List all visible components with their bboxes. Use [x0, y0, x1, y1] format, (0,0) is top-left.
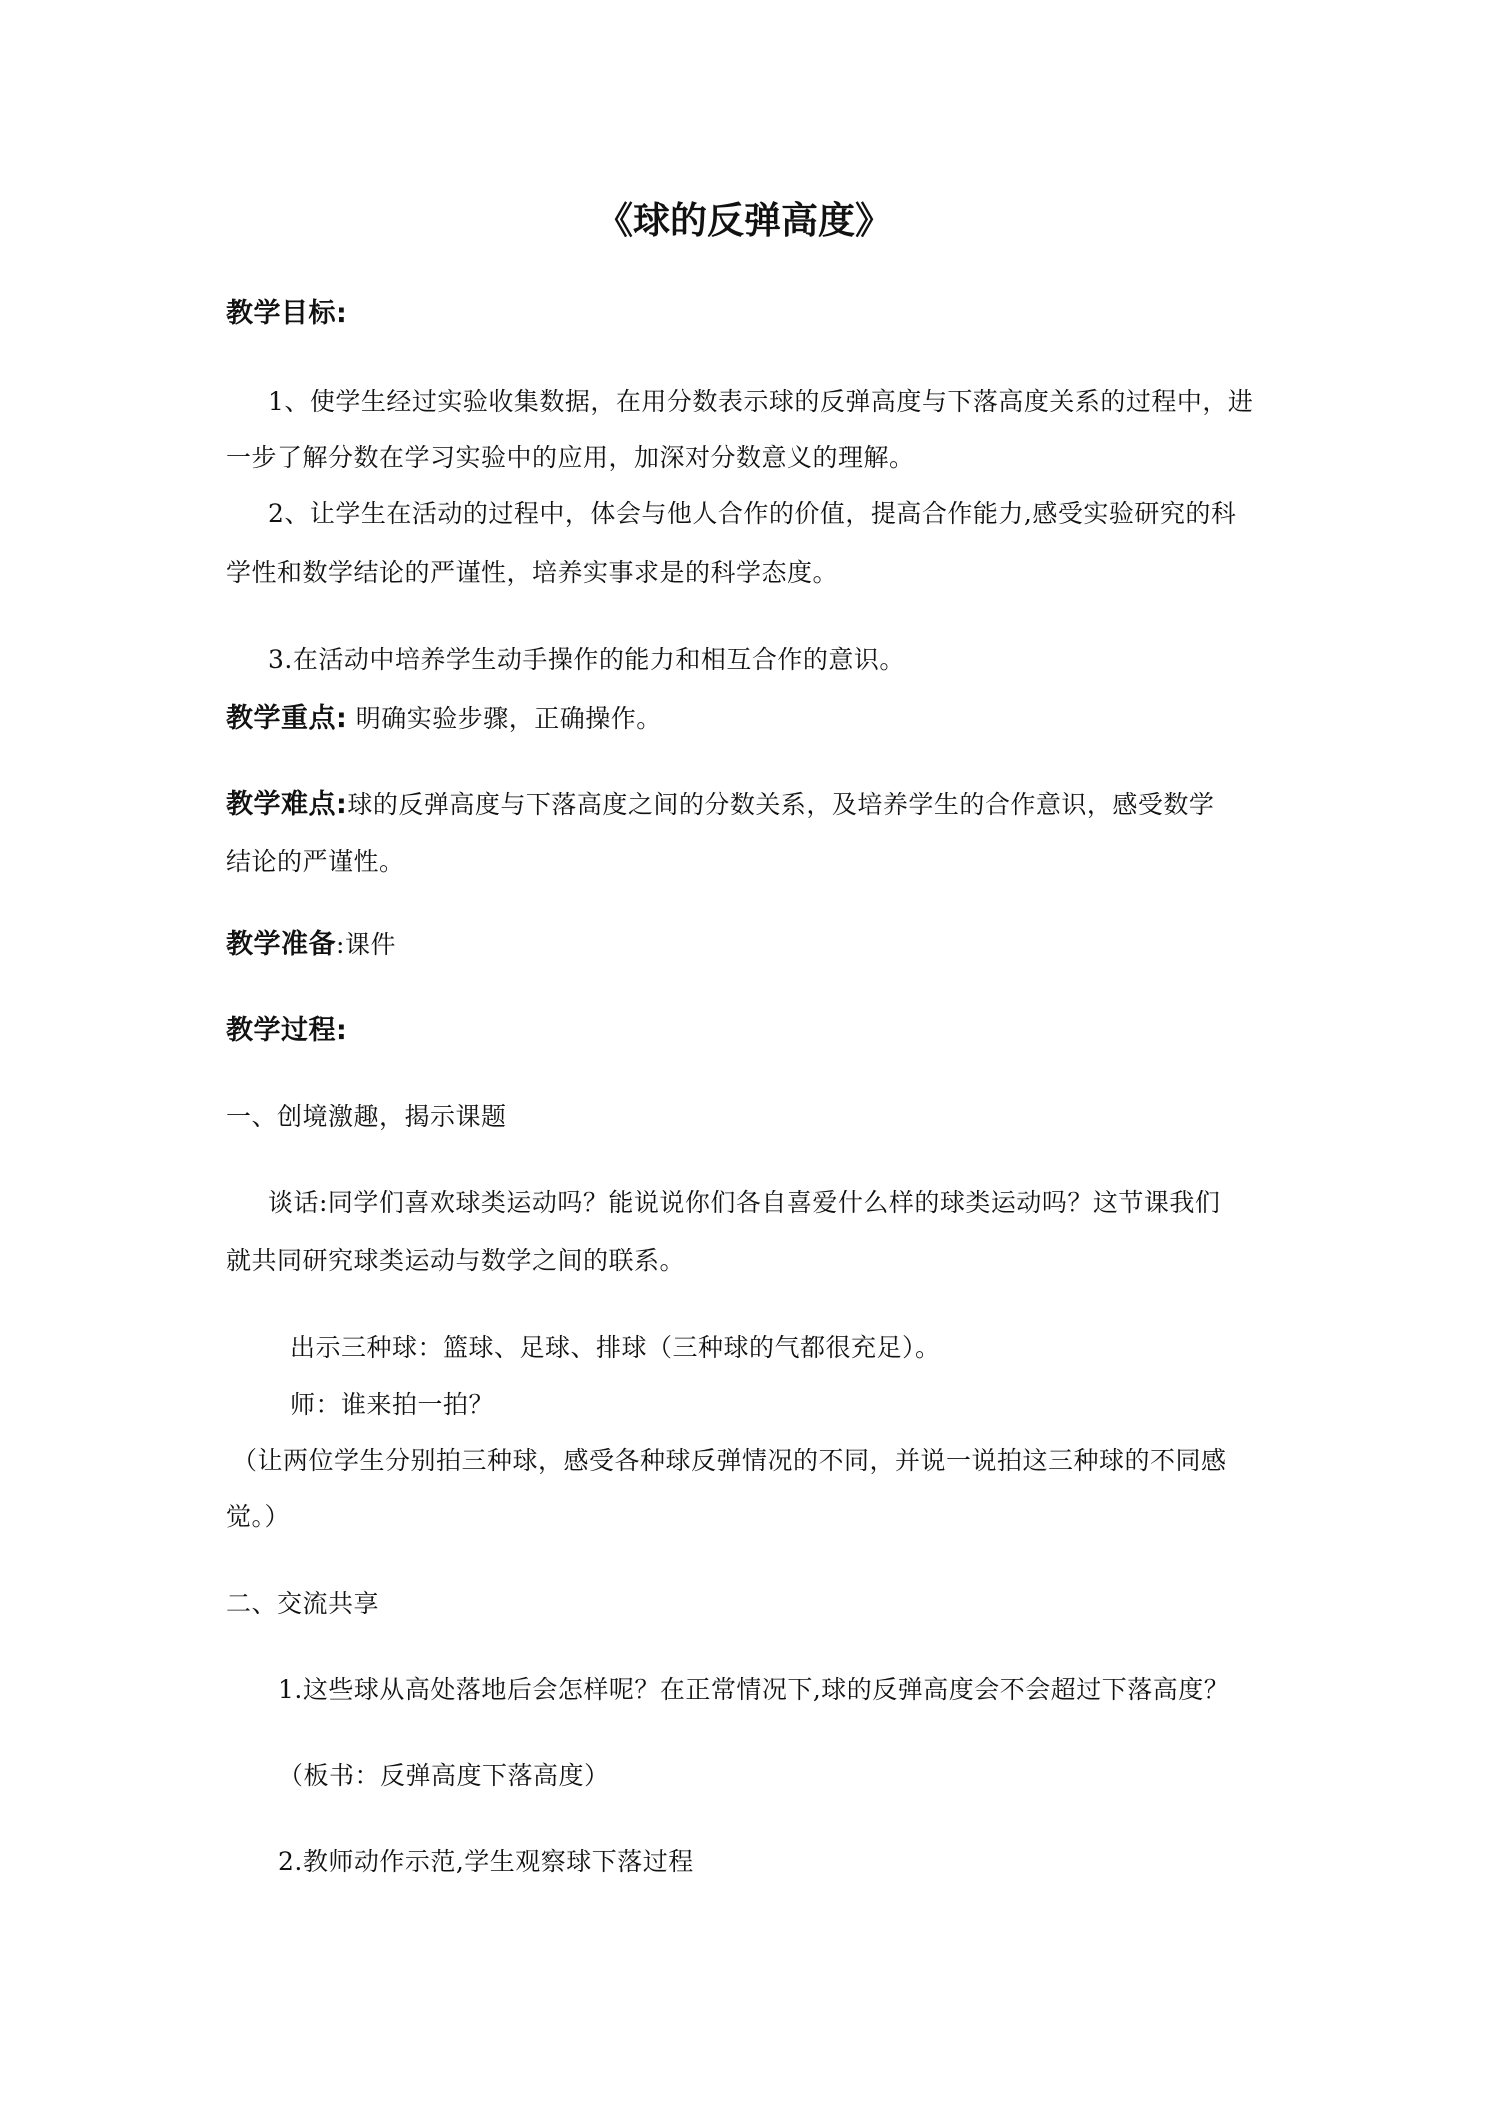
difficulties-text-line-1: 球的反弹高度与下落高度之间的分数关系，及培养学生的合作意识，感受数学	[347, 790, 1215, 819]
activity-note-line-1: （让两位学生分别拍三种球，感受各种球反弹情况的不同，并说一说拍这三种球的不同感	[232, 1446, 1227, 1475]
preparation-text: 课件	[344, 930, 396, 959]
preparation-colon: :	[336, 930, 345, 959]
talk-line-1: 谈话:同学们喜欢球类运动吗？能说说你们各自喜爱什么样的球类运动吗？这节课我们	[268, 1188, 1221, 1217]
question-2: 2.教师动作示范,学生观察球下落过程	[278, 1847, 694, 1876]
difficulties	[226, 788, 1214, 822]
question-1: 1.这些球从高处落地后会怎样呢？在正常情况下,球的反弹高度会不会超过下落高度？	[278, 1675, 1230, 1704]
key-points-label: 教学重点:	[226, 703, 348, 734]
difficulties-text-line-2: 结论的严谨性。	[226, 847, 405, 876]
key-points	[226, 702, 662, 736]
teacher-line: 师：谁来拍一拍？	[290, 1390, 495, 1419]
board-note: （板书：反弹高度下落高度）	[278, 1761, 610, 1790]
section-2-title: 二、交流共享	[226, 1589, 380, 1618]
preparation-label: 教学准备	[226, 929, 336, 960]
difficulties-label: 教学难点:	[226, 789, 348, 820]
key-points-text: 明确实验步骤，正确操作。	[355, 704, 662, 733]
objective-2-line-1: 2、让学生在活动的过程中，体会与他人合作的价值，提高合作能力,感受实验研究的科	[268, 499, 1237, 528]
page-title: 《球的反弹高度》	[596, 199, 892, 242]
objective-3: 3.在活动中培养学生动手操作的能力和相互合作的意识。	[268, 645, 905, 674]
objective-1-line-2: 一步了解分数在学习实验中的应用，加深对分数意义的理解。	[226, 443, 915, 472]
activity-note-line-2: 觉。）	[226, 1502, 291, 1531]
talk-line-2: 就共同研究球类运动与数学之间的联系。	[226, 1246, 686, 1275]
preparation	[226, 928, 396, 962]
section-1-title: 一、创境激趣，揭示课题	[226, 1102, 507, 1131]
show-balls-line: 出示三种球：篮球、足球、排球（三种球的气都很充足）。	[290, 1333, 941, 1362]
process-heading: 教学过程:	[226, 1015, 348, 1046]
objectives-heading: 教学目标:	[226, 298, 348, 329]
objective-1-line-1: 1、使学生经过实验收集数据，在用分数表示球的反弹高度与下落高度关系的过程中，进	[268, 387, 1254, 416]
objective-2-line-2: 学性和数学结论的严谨性，培养实事求是的科学态度。	[226, 558, 839, 587]
